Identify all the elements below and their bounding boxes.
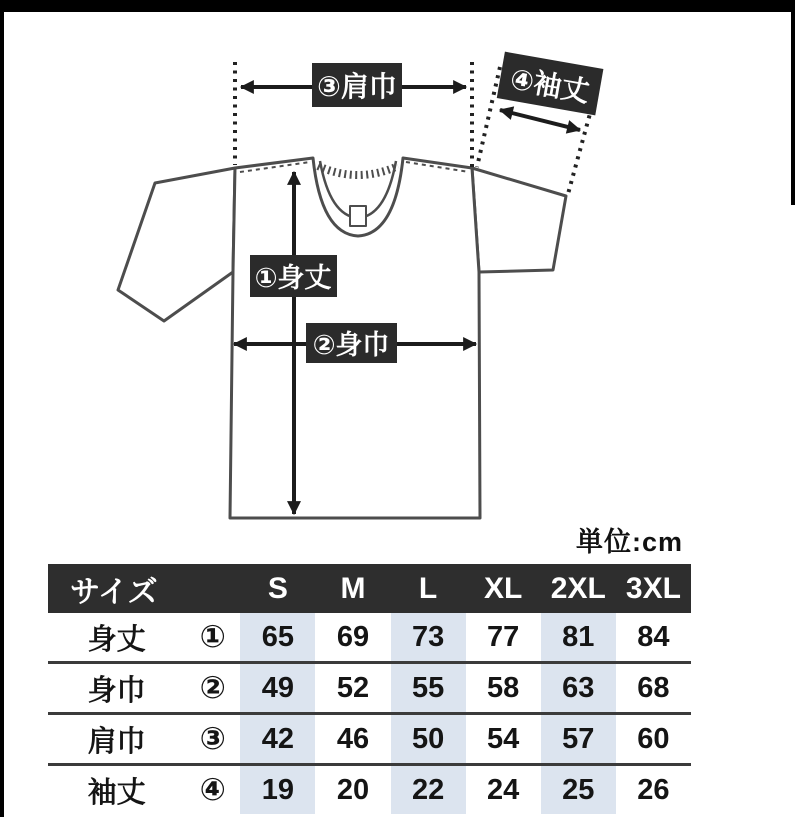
table-header-row — [48, 564, 691, 613]
header-col-m: M — [315, 564, 390, 613]
value-cell: 84 — [616, 613, 691, 663]
tshirt-collar-rib — [318, 166, 398, 175]
row-index-circle: ② — [185, 663, 240, 714]
body-width-label — [306, 323, 397, 363]
sleeve-length-label-text: ④袖丈 — [507, 63, 592, 108]
value-cell: 52 — [315, 663, 390, 714]
header-col-s: S — [240, 564, 315, 613]
sleeve-guide-inner — [477, 67, 500, 167]
header-col-xl: XL — [466, 564, 541, 613]
row-index-circle: ③ — [185, 714, 240, 765]
value-cell: 58 — [466, 663, 541, 714]
tshirt-neck-tag — [350, 206, 366, 226]
unit-label: 単位:cm — [575, 527, 683, 557]
value-cell: 19 — [261, 773, 294, 806]
body-length-label-text: ①身丈 — [254, 263, 332, 293]
size-table — [48, 564, 691, 814]
value-cell: 63 — [541, 663, 616, 714]
value-cell: 22 — [411, 773, 445, 806]
tshirt-right-sleeve — [472, 168, 566, 272]
value-cell: 25 — [562, 773, 595, 806]
header-col-l: L — [391, 564, 466, 613]
row-index-circle: ④ — [199, 772, 226, 807]
value-cell: 26 — [637, 773, 670, 806]
value-cell: 81 — [541, 613, 616, 663]
body-length-label — [250, 255, 337, 297]
header-size: サイズ — [48, 564, 240, 613]
value-cell: 20 — [336, 773, 370, 806]
table-row-shoulder-width — [48, 714, 691, 765]
value-cell: 69 — [315, 613, 390, 663]
value-cell: 54 — [466, 714, 541, 765]
value-cell: 60 — [616, 714, 691, 765]
shoulder-width-label-text: ③肩巾 — [317, 71, 397, 102]
value-cell: 42 — [240, 714, 315, 765]
value-cell: 49 — [240, 663, 315, 714]
row-index-circle: ① — [185, 613, 240, 663]
header-col-2xl: 2XL — [541, 564, 616, 613]
shoulder-width-label — [312, 63, 402, 107]
table-row-sleeve-length — [48, 765, 691, 815]
value-cell: 68 — [616, 663, 691, 714]
sleeve-length-label — [497, 52, 604, 116]
value-cell: 55 — [391, 663, 466, 714]
row-label: 身丈 — [48, 613, 185, 663]
value-cell: 65 — [240, 613, 315, 663]
table-row-body-width — [48, 663, 691, 714]
header-col-3xl: 3XL — [616, 564, 691, 613]
value-cell: 50 — [391, 714, 466, 765]
body-width-label-text: ②身巾 — [312, 330, 390, 360]
value-cell: 57 — [541, 714, 616, 765]
table-row-body-length — [48, 613, 691, 663]
sleeve-length-arrow — [500, 110, 580, 130]
row-label: 身巾 — [48, 663, 185, 714]
row-label: 肩巾 — [48, 714, 185, 765]
row-label: 袖丈 — [87, 776, 146, 809]
value-cell: 77 — [466, 613, 541, 663]
value-cell: 73 — [391, 613, 466, 663]
value-cell: 24 — [487, 773, 520, 806]
value-cell: 46 — [315, 714, 390, 765]
tshirt-left-sleeve — [118, 168, 235, 321]
